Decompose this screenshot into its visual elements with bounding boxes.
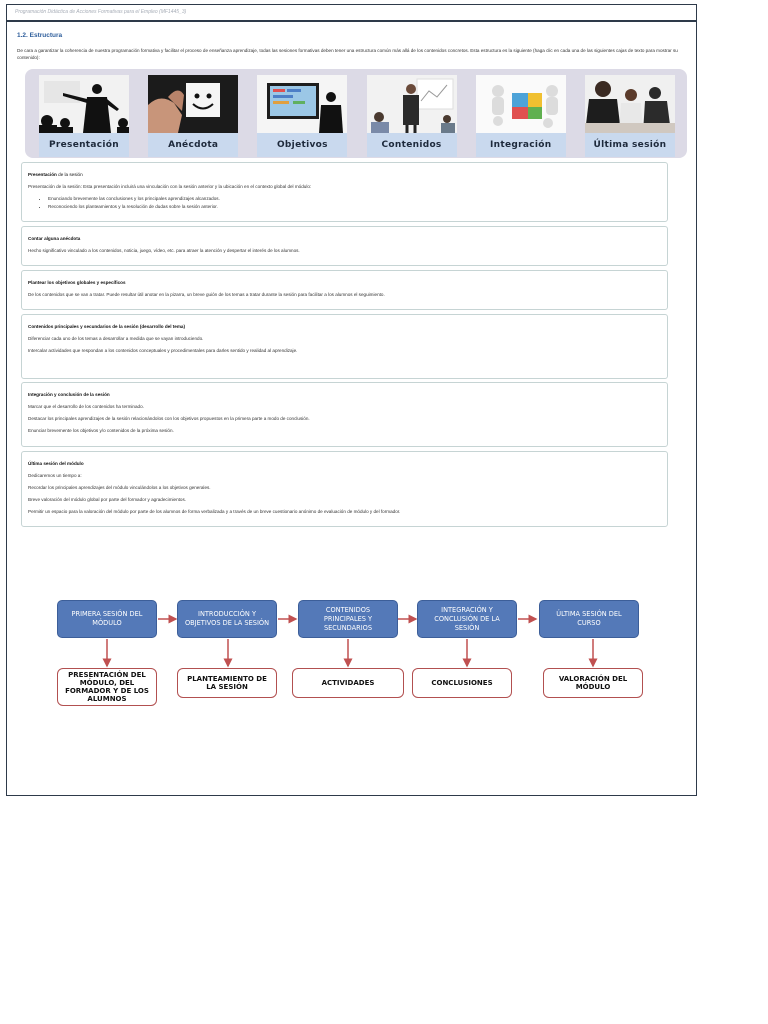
box-paragraph: Diferenciar cada uno de los temas a desarrollar a medida que se vayan introduciendo.: [28, 335, 204, 341]
strip-caption: Anécdota: [148, 133, 238, 157]
flow-node-integracion: INTEGRACIÓN Y CONCLUSIÓN DE LA SESIÓN: [417, 600, 517, 638]
strip-caption: Última sesión: [585, 133, 675, 157]
whiteboard-image: [257, 75, 347, 133]
strip-card-presentacion[interactable]: [39, 75, 129, 157]
flow-node-contenidos: CONTENIDOS PRINCIPALES Y SECUNDARIOS: [298, 600, 398, 638]
strip-card-anecdota[interactable]: [148, 75, 238, 157]
box-objetivos[interactable]: [21, 270, 668, 310]
box-paragraph: Destacar los principales aprendizajes de la sesión relacionándolos con los objetivos propuestos en la primera parte a modo de conclusión.: [28, 415, 310, 421]
strip-card-ultima-sesion[interactable]: [585, 75, 675, 157]
box-title-bold: Presentación: [28, 172, 57, 177]
box-title: Plantear los objetivos globales y específicos: [28, 280, 126, 285]
flow-node-actividades: ACTIVIDADES: [292, 668, 404, 698]
box-paragraph: Enunciar brevemente los objetivos y/o contenidos de la próxima sesión.: [28, 427, 174, 433]
box-anecdota[interactable]: [21, 226, 668, 266]
list-item: • Reconociendo los planteamientos y la resolución de dudas sobre la sesión anterior.: [48, 203, 661, 211]
box-paragraph: Intercalar actividades que respondan a los contenidos conceptuales y procedimentales para darles sentido y realidad al aprendizaje.: [28, 347, 298, 353]
box-paragraph: Hecho significativo vinculado a los contenidos, noticia, juego, vídeo, etc. para atraer la atención y despertar el interés de los alumnos.: [28, 247, 300, 253]
flow-node-planteamiento: PLANTEAMIENTO DE LA SESIÓN: [177, 668, 277, 698]
strip-card-integracion[interactable]: [476, 75, 566, 157]
flow-node-ultima-sesion: ÚLTIMA SESIÓN DEL CURSO: [539, 600, 639, 638]
strip-caption: Objetivos: [257, 133, 347, 157]
box-paragraph: Recordar los principales aprendizajes del módulo vinculándolos a los objetivos generales.: [28, 484, 211, 490]
smiley-hand-image: [148, 75, 238, 133]
box-presentacion[interactable]: [21, 162, 668, 222]
strip-caption: Presentación: [39, 133, 129, 157]
box-bullet-list: [48, 195, 661, 211]
box-contenidos[interactable]: [21, 314, 668, 379]
strip-card-objetivos[interactable]: [257, 75, 347, 157]
presenter-image: [39, 75, 129, 133]
classroom-image: [367, 75, 457, 133]
box-title-rest: de la sesión: [56, 172, 83, 177]
box-paragraph: Dedicaremos un tiempo a:: [28, 472, 82, 478]
box-title: Integración y conclusión de la sesión: [28, 392, 110, 397]
flow-node-presentacion-modulo: PRESENTACIÓN DEL MÓDULO, DEL FORMADOR Y DE LOS ALUMNOS: [57, 668, 157, 706]
box-title: Contenidos principales y secundarios de la sesión (desarrollo del tema): [28, 324, 185, 329]
box-paragraph: De los contenidos que se van a tratar. Puede resultar útil anotar en la pizarra, un breve guión de los temas a tratar durante la sesión para facilitar a los alumnos el seguimiento.: [28, 291, 385, 297]
section-title: 1.2. Estructura: [17, 32, 63, 39]
flow-node-conclusiones: CONCLUSIONES: [412, 668, 512, 698]
box-paragraph: Permitir un espacio para la valoración del módulo por parte de los alumnos de forma verbalizada y a través de un breve cuestionario anónimo de evaluación de módulo y del formador.: [28, 508, 401, 514]
strip-card-contenidos[interactable]: [367, 75, 457, 157]
box-title: Última sesión del módulo: [28, 461, 84, 466]
puzzle-figures-image: [476, 75, 566, 133]
meeting-image: [585, 75, 675, 133]
structure-image-strip: [25, 69, 687, 158]
box-title: Contar alguna anécdota: [28, 236, 81, 241]
box-ultima-sesion[interactable]: [21, 451, 668, 527]
box-paragraph: Presentación de la sesión: Esta presentación incluirá una vinculación con la sesión anterior y la ubicación en el contexto global del módulo:: [28, 183, 312, 189]
flow-node-valoracion: VALORACIÓN DEL MÓDULO: [543, 668, 643, 698]
flow-node-introduccion: INTRODUCCIÓN Y OBJETIVOS DE LA SESIÓN: [177, 600, 277, 638]
flow-node-primera-sesion: PRIMERA SESIÓN DEL MÓDULO: [57, 600, 157, 638]
document-header: Programación Didáctica de Acciones Formativas para el Empleo (MF1445_3): [7, 5, 696, 22]
box-integracion[interactable]: [21, 382, 668, 447]
intro-paragraph: De cara a garantizar la coherencia de nuestra programación formativa y facilitar el proceso de enseñanza aprendizaje, todas las sesiones formativas deben tener una estructura común más allá de los contenidos concretos. Esta estructura es la siguiente (haga clic en cada una de las siguientes cajas de texto para mostrar su contenido):: [17, 48, 678, 60]
strip-caption: Integración: [476, 133, 566, 157]
box-paragraph: Marcar que el desarrollo de los contenidos ha terminado.: [28, 403, 144, 409]
box-paragraph: Breve valoración del módulo global por parte del formador y agradecimientos.: [28, 496, 187, 502]
box-title: [28, 171, 661, 179]
strip-caption: Contenidos: [367, 133, 457, 157]
list-item: • Enunciando brevemente las conclusiones y los principales aprendizajes alcanzados.: [48, 195, 661, 203]
